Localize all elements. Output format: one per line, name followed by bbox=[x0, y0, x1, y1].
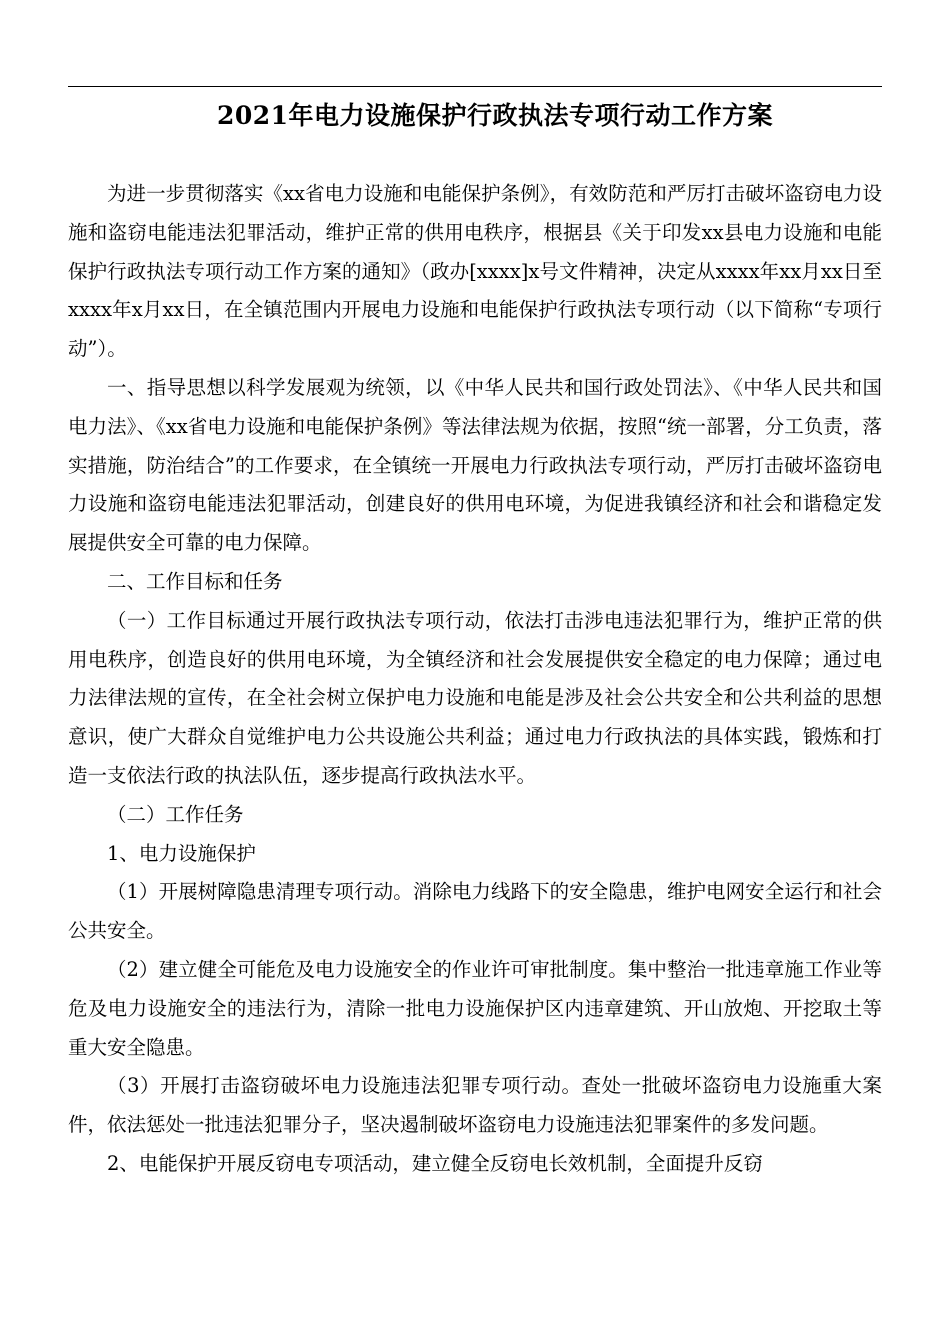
paragraph-task-3: （3）开展打击盗窃破坏电力设施违法犯罪专项行动。查处一批破坏盗窃电力设施重大案件，依法惩处一批违法犯罪分子，坚决遏制破坏盗窃电力设施违法犯罪案件的多发问题。 bbox=[68, 1074, 882, 1137]
paragraph-guiding-ideology: 一、指导思想以科学发展观为统领，以《中华人民共和国行政处罚法》、《中华人民共和国电力法》、《xx省电力设施和电能保护条例》等法律法规为依据，按照“统一部署，分工负责，落实措施，防治结合”的工作要求，在全镇统一开展电力行政执法专项行动，严厉打击破坏盗窃电力设施和盗窃电能违法犯罪活动，创建良好的供用电环境，为促进我镇经济和社会和谐稳定发展提供安全可靠的电力保障。 bbox=[68, 375, 882, 555]
paragraph-energy-protection: 2、电能保护开展反窃电专项活动，建立健全反窃电长效机制，全面提升反窃 bbox=[107, 1151, 763, 1175]
heading-facility-protection: 1、电力设施保护 bbox=[107, 841, 256, 865]
header-rule bbox=[68, 86, 882, 87]
paragraph-task-2: （2）建立健全可能危及电力设施安全的作业许可审批制度。集中整治一批违章施工作业等危及电力设施安全的违法行为，清除一批电力设施保护区内违章建筑、开山放炮、开挖取土等重大安全隐患。 bbox=[68, 957, 882, 1059]
document-title: 2021年电力设施保护行政执法专项行动工作方案 bbox=[216, 101, 774, 130]
heading-goals-and-tasks: 二、工作目标和任务 bbox=[107, 569, 283, 593]
document-body bbox=[68, 175, 882, 1184]
heading-work-tasks: （二）工作任务 bbox=[107, 802, 244, 826]
paragraph-intro: 为进一步贯彻落实《xx省电力设施和电能保护条例》，有效防范和严厉打击破坏盗窃电力设施和盗窃电能违法犯罪活动，维护正常的供用电秩序，根据县《关于印发xx县电力设施和电能保护行政执法专项行动工作方案的通知》（政办[xxxx]x号文件精神，决定从xxxx年xx月xx日至xxxx年x月xx日，在全镇范围内开展电力设施和电能保护行政执法专项行动（以下简称“专项行动”）。 bbox=[68, 182, 882, 361]
paragraph-work-goals: （一）工作目标通过开展行政执法专项行动，依法打击涉电违法犯罪行为，维护正常的供用电秩序，创造良好的供用电环境，为全镇经济和社会发展提供安全稳定的电力保障；通过电力法律法规的宣传，在全社会树立保护电力设施和电能是涉及社会公共安全和公共利益的思想意识，使广大群众自觉维护电力公共设施公共利益；通过电力行政执法的具体实践，锻炼和打造一支依法行政的执法队伍，逐步提高行政执法水平。 bbox=[68, 608, 882, 787]
paragraph-task-1: （1）开展树障隐患清理专项行动。消除电力线路下的安全隐患，维护电网安全运行和社会公共安全。 bbox=[68, 880, 882, 943]
